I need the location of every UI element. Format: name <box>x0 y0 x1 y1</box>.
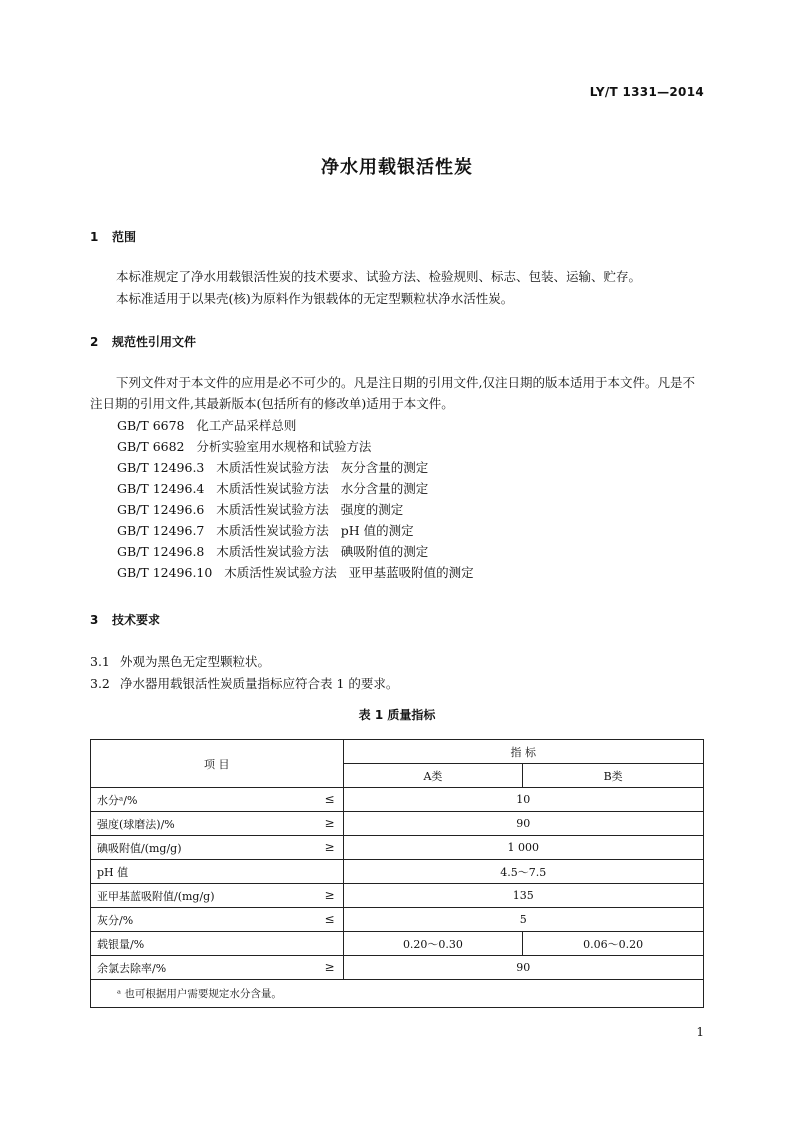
clause-number: 3.2 <box>90 676 110 691</box>
reference-item: GB/T 6682 分析实验室用水规格和试验方法 <box>117 439 372 454</box>
comparison-symbol: ≥ <box>324 960 335 974</box>
item-value: 5 <box>343 908 703 932</box>
table-row <box>91 836 704 860</box>
comparison-symbol: ≤ <box>324 792 335 806</box>
quality-index-table <box>90 739 704 1008</box>
section-number: 2 <box>90 335 99 349</box>
item-name: 水分ᵃ/% <box>97 793 138 807</box>
item-value: 90 <box>343 812 703 836</box>
header-class-b: B类 <box>523 764 704 788</box>
header-item: 项 目 <box>91 740 344 788</box>
reference-item: GB/T 12496.7 木质活性炭试验方法 pH 值的测定 <box>117 523 414 538</box>
clause-text: 外观为黑色无定型颗粒状。 <box>120 654 271 669</box>
table-footnote: ᵃ 也可根据用户需要规定水分含量。 <box>91 980 704 1008</box>
comparison-symbol: ≥ <box>324 888 335 902</box>
table-header-row <box>91 740 704 764</box>
clause-3-1 <box>90 652 270 670</box>
item-name: 碘吸附值/(mg/g) <box>97 841 182 855</box>
table-row <box>91 884 704 908</box>
section-2-heading <box>90 333 196 350</box>
reference-item: GB/T 12496.8 木质活性炭试验方法 碘吸附值的测定 <box>117 544 429 559</box>
item-value: 90 <box>343 956 703 980</box>
comparison-symbol: ≥ <box>324 816 335 830</box>
section-title: 范围 <box>112 230 137 244</box>
reference-item: GB/T 12496.4 木质活性炭试验方法 水分含量的测定 <box>117 481 429 496</box>
item-name: 载银量/% <box>97 937 145 951</box>
table-row <box>91 788 704 812</box>
standard-code: LY/T 1331—2014 <box>589 85 704 99</box>
item-name: pH 值 <box>97 865 129 879</box>
document-title: 净水用载银活性炭 <box>321 157 473 178</box>
section-1-heading <box>90 228 136 245</box>
item-value: 4.5～7.5 <box>343 860 703 884</box>
comparison-symbol: ≤ <box>324 912 335 926</box>
reference-item: GB/T 6678 化工产品采样总则 <box>117 418 297 433</box>
table-row <box>91 908 704 932</box>
item-value-a: 0.20～0.30 <box>343 932 523 956</box>
item-name: 灰分/% <box>97 913 134 927</box>
table-row <box>91 812 704 836</box>
reference-item: GB/T 12496.3 木质活性炭试验方法 灰分含量的测定 <box>117 460 429 475</box>
clause-text: 净水器用载银活性炭质量指标应符合表 1 的要求。 <box>120 676 399 691</box>
scope-paragraph-1: 本标准规定了净水用载银活性炭的技术要求、试验方法、检验规则、标志、包装、运输、贮存。 <box>116 269 642 284</box>
header-index: 指 标 <box>343 740 703 764</box>
section-number: 1 <box>90 230 99 244</box>
section-3-heading <box>90 611 160 628</box>
item-name: 亚甲基蓝吸附值/(mg/g) <box>97 889 215 903</box>
table-row <box>91 956 704 980</box>
reference-item: GB/T 12496.6 木质活性炭试验方法 强度的测定 <box>117 502 404 517</box>
section-title: 规范性引用文件 <box>112 335 197 349</box>
page-number: 1 <box>696 1025 704 1039</box>
references-intro: 下列文件对于本文件的应用是必不可少的。凡是注日期的引用文件,仅注日期的版本适用于本文件。凡是不注日期的引用文件,其最新版本(包括所有的修改单)适用于本文件。 <box>90 375 695 411</box>
reference-item: GB/T 12496.10 木质活性炭试验方法 亚甲基蓝吸附值的测定 <box>117 565 474 580</box>
table-footnote-row <box>91 980 704 1008</box>
item-value: 1 000 <box>343 836 703 860</box>
table-caption: 表 1 质量指标 <box>358 708 436 722</box>
item-value: 135 <box>343 884 703 908</box>
section-number: 3 <box>90 613 99 627</box>
item-value: 10 <box>343 788 703 812</box>
item-value-b: 0.06～0.20 <box>523 932 704 956</box>
item-name: 余氯去除率/% <box>97 961 167 975</box>
section-title: 技术要求 <box>112 613 161 627</box>
clause-number: 3.1 <box>90 654 110 669</box>
clause-3-2 <box>90 674 398 692</box>
item-name: 强度(球磨法)/% <box>97 817 175 831</box>
header-class-a: A类 <box>343 764 523 788</box>
table-row <box>91 860 704 884</box>
comparison-symbol: ≥ <box>324 840 335 854</box>
table-row <box>91 932 704 956</box>
scope-paragraph-2: 本标准适用于以果壳(核)为原料作为银载体的无定型颗粒状净水活性炭。 <box>116 291 514 306</box>
